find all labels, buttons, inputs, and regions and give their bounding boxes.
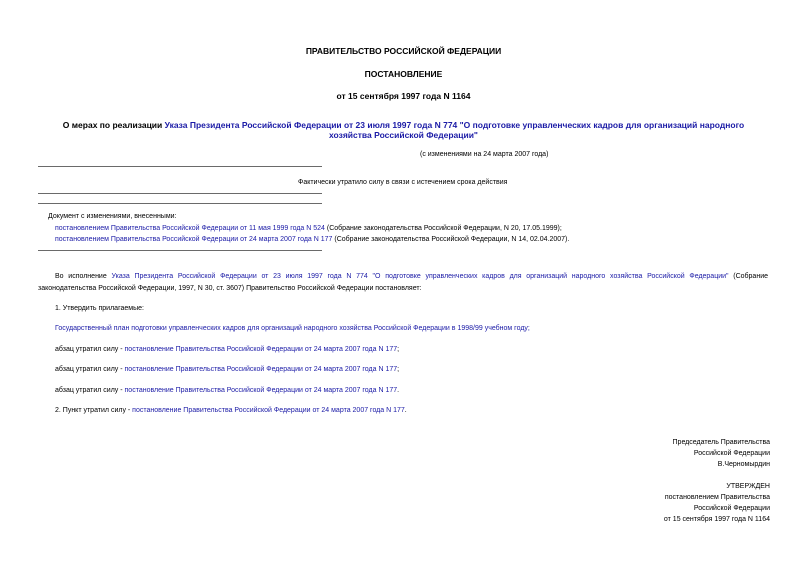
- approved-heading: УТВЕРЖДЕН: [726, 483, 770, 490]
- divider: [38, 166, 322, 167]
- item-2-prefix: 2. Пункт утратил силу -: [55, 407, 133, 414]
- title-prefix: О мерах по реализации: [62, 120, 165, 130]
- lost-paragraph: [55, 387, 399, 394]
- lost-end: .: [397, 387, 400, 394]
- title-decree-link[interactable]: Указа Президента Российской Федерации от 23 июля 1997 года N 774 "О подготовке управленческих кадров для организаций народного: [164, 120, 745, 130]
- plan-link[interactable]: Государственный план подготовки управленческих кадров для организаций народного хозяйства Российской Федерации в 1998/99 учебном году;: [55, 325, 530, 332]
- approved-line: Российской Федерации: [693, 505, 770, 512]
- item-2: [55, 407, 407, 414]
- amendments-intro: Документ с изменениями, внесенными:: [48, 213, 177, 220]
- document-type: ПОСТАНОВЛЕНИЕ: [364, 69, 443, 79]
- signature-name: В.Черномырдин: [717, 461, 770, 468]
- preamble-line2: законодательства Российской Федерации, 1997, N 30, ст. 3607) Правительство Российской Федерации постановляет:: [38, 285, 422, 292]
- item-2-end: .: [404, 407, 407, 414]
- document-title-line2: [0, 130, 807, 140]
- lost-prefix: абзац утратил силу -: [55, 387, 125, 394]
- amendment-link[interactable]: постановлением Правительства Российской Федерации от 24 марта 2007 года N 177: [55, 236, 333, 243]
- lost-prefix: абзац утратил силу -: [55, 346, 125, 353]
- lost-paragraph-link[interactable]: постановление Правительства Российской Федерации от 24 марта 2007 года N 177: [124, 387, 398, 394]
- amendment-source: (Собрание законодательства Российской Федерации, N 20, 17.05.1999);: [324, 225, 562, 232]
- item-1: 1. Утвердить прилагаемые:: [55, 305, 144, 312]
- amendment-link[interactable]: постановлением Правительства Российской Федерации от 11 мая 1999 года N 524: [55, 225, 325, 232]
- amendment-source: (Собрание законодательства Российской Федерации, N 14, 02.04.2007).: [332, 236, 570, 243]
- divider: [38, 193, 322, 194]
- government-heading: ПРАВИТЕЛЬСТВО РОССИЙСКОЙ ФЕДЕРАЦИИ: [305, 46, 502, 56]
- changes-note: (с изменениями на 24 марта 2007 года): [420, 151, 549, 158]
- preamble-line1: [55, 272, 768, 283]
- lost-paragraph-link[interactable]: постановление Правительства Российской Федерации от 24 марта 2007 года N 177: [124, 346, 398, 353]
- lost-end: ;: [397, 366, 400, 373]
- signature-org: Российской Федерации: [693, 450, 770, 457]
- lost-paragraph: [55, 366, 399, 373]
- document-title: [0, 120, 807, 130]
- lost-paragraph: [55, 346, 399, 353]
- approved-line: постановлением Правительства: [664, 494, 770, 501]
- preamble-start: Во исполнение: [55, 273, 112, 280]
- preamble-end: (Собрание: [728, 273, 768, 280]
- preamble-decree-link[interactable]: Указа Президента Российской Федерации от 23 июля 1997 года N 774 "О подготовке управленческих кадров для организаций народного хозяйства Российской Федерации": [111, 273, 729, 280]
- lost-prefix: абзац утратил силу -: [55, 366, 125, 373]
- item-2-link[interactable]: постановление Правительства Российской Федерации от 24 марта 2007 года N 177: [132, 407, 405, 414]
- lost-end: ;: [397, 346, 400, 353]
- title-decree-link-continued[interactable]: хозяйства Российской Федерации": [329, 130, 478, 140]
- divider: [38, 203, 322, 204]
- amendment-item: [55, 225, 562, 232]
- lost-paragraph-link[interactable]: постановление Правительства Российской Федерации от 24 марта 2007 года N 177: [124, 366, 398, 373]
- divider: [38, 250, 322, 251]
- plan-item: [55, 325, 530, 332]
- status-note: Фактически утратило силу в связи с истечением срока действия: [298, 179, 508, 186]
- document-date-number: от 15 сентября 1997 года N 1164: [336, 91, 471, 101]
- amendment-item: [55, 236, 569, 243]
- signature-title: Председатель Правительства: [672, 439, 770, 446]
- approved-date: от 15 сентября 1997 года N 1164: [663, 516, 770, 523]
